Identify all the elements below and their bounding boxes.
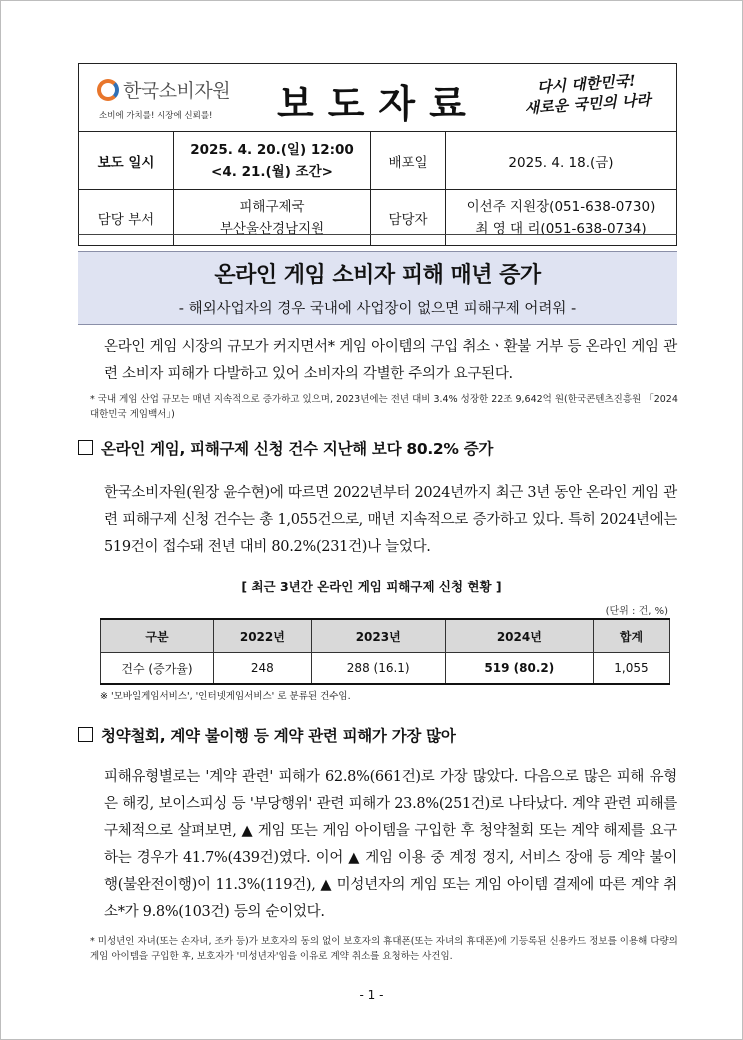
page-number: - 1 - [359, 988, 384, 1002]
checkbox-bullet-icon [78, 727, 93, 742]
kca-logo-icon [97, 79, 119, 101]
table-title: [ 최근 3년간 온라인 게임 피해구제 신청 현황 ] [241, 579, 502, 594]
section1-heading-text: 온라인 게임, 피해구제 신청 건수 지난해 보다 80.2% 증가 [101, 440, 494, 458]
table-cell: 1,055 [593, 653, 669, 685]
dist-date: 2025. 4. 18.(금) [446, 132, 677, 190]
table-note: ※ '모바일게임서비스', '인터넷게임서비스' 로 분류된 건수임. [100, 691, 351, 702]
title-banner [78, 251, 677, 325]
dept-line1: 피해구제국 [239, 198, 305, 215]
release-label: 보도 일시 [79, 132, 174, 190]
stats-table [100, 618, 670, 685]
contact-value [446, 190, 677, 246]
section1-text: 한국소비자원(원장 윤수현)에 따르면 2022년부터 2024년까지 최근 3년 동안 온라인 게임 관련 피해구제 신청 건수는 총 1,055건으로, 매년 지속적으로 증가하고 있다. 특히 2024년에는 519건이 접수돼 전년 대비 80.2%(231건)나 늘었다. [104, 485, 677, 555]
table-header-cell: 2023년 [311, 619, 445, 653]
section2-text: 피해유형별로는 '계약 관련' 피해가 62.8%(661건)로 가장 많았다. 다음으로 많은 피해 유형은 해킹, 보이스피싱 등 '부당행위' 관련 피해가 23.8%(251건)로 나타났다. 계약 관련 피해를 구체적으로 살펴보면, ▲ 게임 또는 게임 아이템을 구입한 후 청약철회 또는 계약 해제를 요구하는 경우가 41.7%(439건)였다. 이어 ▲ 게임 이용 중 계정 정지, 서비스 장애 등 계약 불이행(불완전이행)이 11.3%(119건), ▲ 미성년자의 게임 또는 게임 아이템 결제에 따른 계약 취소*가 9.8%(103건) 등의 순이었다. [104, 769, 677, 920]
doc-type-title: 보도자료 [277, 82, 480, 126]
table-row [101, 653, 670, 685]
dept-value [174, 190, 371, 246]
table-cell: 519 (80.2) [445, 653, 593, 685]
org-logo [97, 76, 230, 121]
intro-paragraph [82, 334, 677, 388]
slogan-line2: 새로운 국민의 나라 [524, 90, 652, 118]
section2-footnote: * 미성년인 자녀(또는 손자녀, 조카 등)가 보호자의 동의 없이 보호자의 휴대폰(또는 자녀의 휴대폰)에 기등록된 신용카드 정보를 이용해 다량의 게임 아이템을 구입한 후, 보호자가 '미성년자'임을 이유로 계약 취소를 요청하는 사건임. [90, 936, 678, 962]
table-header-cell: 구분 [101, 619, 214, 653]
divider [78, 234, 677, 235]
dist-label: 배포일 [371, 132, 446, 190]
table-cell: 288 (16.1) [311, 653, 445, 685]
release-line2: <4. 21.(월) 조간> [211, 163, 333, 180]
intro-text: 온라인 게임 시장의 규모가 커지면서* 게임 아이템의 구입 취소ㆍ환불 거부 등 온라인 게임 관련 소비자 피해가 다발하고 있어 소비자의 각별한 주의가 요구된다. [104, 339, 677, 382]
table-header-cell: 합계 [593, 619, 669, 653]
contact-line2: 최 영 대 리(051-638-0734) [475, 220, 647, 237]
header-banner [79, 64, 677, 132]
press-header [78, 63, 677, 246]
section2-heading-text: 청약철회, 계약 불이행 등 계약 관련 피해가 가장 많아 [101, 727, 456, 745]
section1-paragraph [82, 480, 677, 561]
slogan-line1: 다시 대한민국! [536, 71, 637, 97]
section2-paragraph [82, 764, 677, 926]
dept-label: 담당 부서 [79, 190, 174, 246]
main-title: 온라인 게임 소비자 피해 매년 증가 [214, 263, 541, 288]
table-unit: (단위 : 건, %) [605, 606, 668, 617]
table-header-cell: 2024년 [445, 619, 593, 653]
table-header-cell: 2022년 [214, 619, 312, 653]
slogan [511, 69, 663, 119]
section2-heading [78, 724, 456, 746]
org-name: 한국소비자원 [123, 80, 231, 102]
sub-title: - 해외사업자의 경우 국내에 사업장이 없으면 피해구제 어려워 - [178, 301, 577, 317]
release-date [174, 132, 371, 190]
contact-line1: 이선주 지원장(051-638-0730) [466, 198, 656, 215]
intro-footnote: * 국내 게임 산업 규모는 매년 지속적으로 증가하고 있으며, 2023년에는 전년 대비 3.4% 성장한 22조 9,642억 원(한국콘텐츠진흥원 「2024 대한민국 게임백서」) [90, 394, 678, 420]
contact-label: 담당자 [371, 190, 446, 246]
dept-line2: 부산울산경남지원 [219, 220, 325, 237]
checkbox-bullet-icon [78, 440, 93, 455]
org-tagline: 소비에 가치를! 시장에 신뢰를! [99, 111, 213, 121]
table-cell: 248 [214, 653, 312, 685]
table-cell: 건수 (증가율) [101, 653, 214, 685]
section1-heading [78, 437, 493, 459]
release-line1: 2025. 4. 20.(일) 12:00 [190, 141, 354, 158]
